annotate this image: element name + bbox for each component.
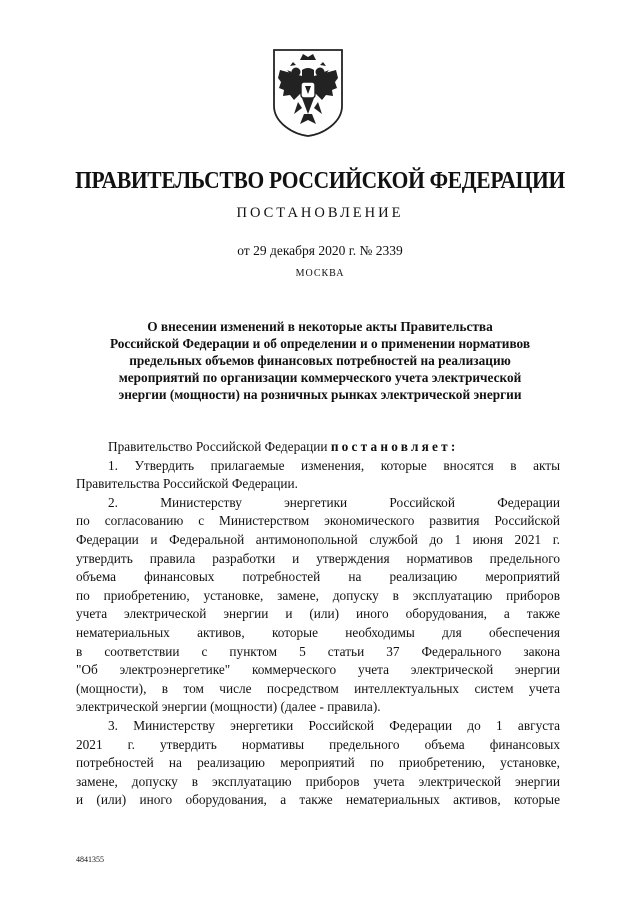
subject-line: энергии (мощности) на розничных рынках электрической энергии: [118, 387, 522, 402]
date-number-line: от 29 декабря 2020 г. № 2339: [237, 243, 403, 258]
issuer-title: ПРАВИТЕЛЬСТВО РОССИЙСКОЙ ФЕДЕРАЦИИ: [75, 166, 565, 194]
subject-line: предельных объемов финансовых потребностей на реализацию: [129, 353, 511, 368]
subject-line: О внесении изменений в некоторые акты Правительства: [147, 319, 493, 334]
intro-paragraph: [76, 438, 560, 457]
body-line: электрической энергии (мощности) (далее - правила).: [76, 699, 381, 715]
body-line: 1. Утвердить прилагаемые изменения, которые вносятся в акты: [108, 457, 560, 473]
body-line: (мощности), в том числе посредством интеллектуальных систем учета: [76, 680, 560, 696]
intro-text: Правительство Российской Федерации: [108, 439, 331, 454]
body-line: объема финансовых потребностей на реализацию мероприятий: [76, 569, 560, 585]
coat-of-arms-icon: [272, 48, 344, 138]
document-subject: [70, 318, 570, 403]
document-body: [76, 438, 560, 810]
body-line: в соответствии с пунктом 5 статьи 37 Федерального закона: [76, 643, 560, 659]
document-type: ПОСТАНОВЛЕНИЕ: [236, 205, 404, 221]
intro-emphasis: постановляет:: [330, 439, 459, 454]
body-line: утвердить правила разработки и утверждения нормативов предельного: [76, 550, 560, 566]
body-line: "Об электроэнергетике" коммерческого учета электрической энергии: [76, 662, 560, 678]
body-line: Правительства Российской Федерации.: [76, 476, 298, 492]
body-line: и (или) иного оборудования, а также нематериальных активов, которые: [76, 792, 560, 808]
body-line: по приобретению, установке, замене, допуску в эксплуатацию приборов: [76, 587, 560, 603]
body-line: по согласованию с Министерством экономического развития Российской: [76, 513, 560, 529]
body-line: учета электрической энергии и (или) иного оборудования, а также: [76, 606, 560, 622]
body-line: 3. Министерству энергетики Российской Федерации до 1 августа: [108, 717, 560, 733]
body-line: замене, допуску в эксплуатацию приборов учета электрической энергии: [76, 773, 560, 789]
body-line: нематериальных активов, которые необходимы для обеспечения: [76, 624, 560, 640]
body-line: потребностей на реализацию мероприятий по приобретению, установке,: [76, 755, 560, 771]
subject-line: Российской Федерации и об определении и о применении нормативов: [109, 336, 531, 351]
document-code: 4841355: [76, 855, 104, 864]
body-line: 2. Министерству энергетики Российской Федерации: [108, 494, 560, 510]
body-line: Федерации и Федеральной антимонопольной службой до 1 июня 2021 г.: [76, 531, 560, 547]
subject-line: мероприятий по организации коммерческого учета электрической: [118, 370, 522, 385]
body-line: 2021 г. утвердить нормативы предельного объема финансовых: [76, 736, 560, 752]
city: МОСКВА: [295, 268, 345, 279]
